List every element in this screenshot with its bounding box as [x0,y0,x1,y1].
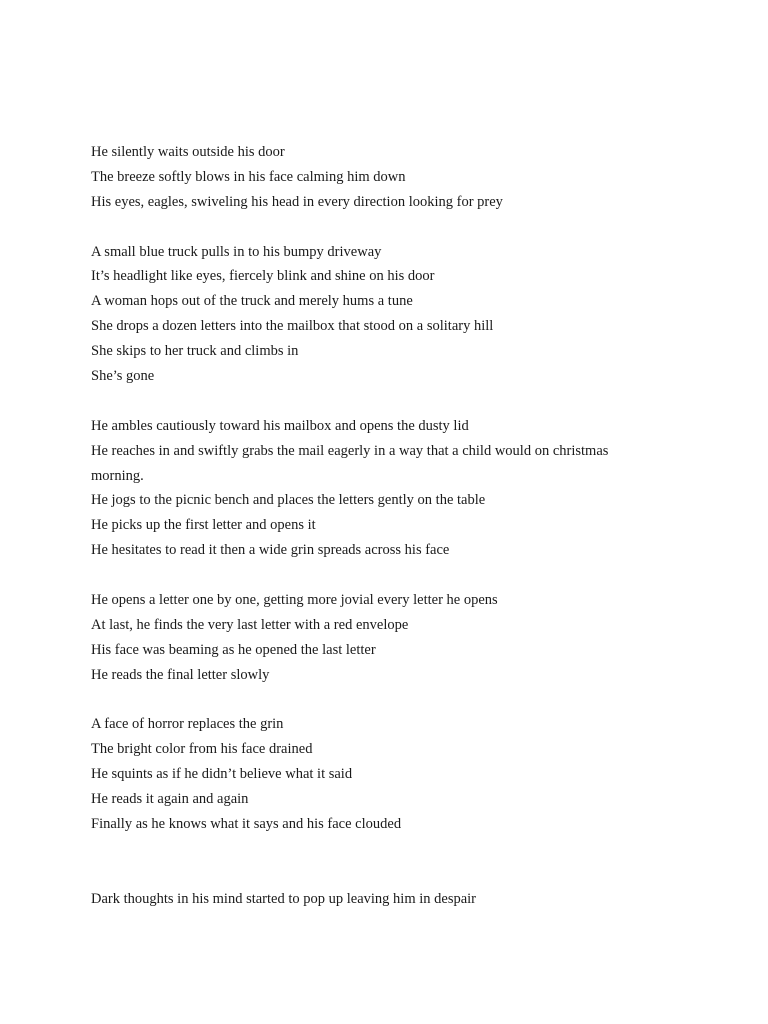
poem-line: He squints as if he didn’t believe what it said [91,766,353,783]
poem-line: He jogs to the picnic bench and places the letters gently on the table [91,492,486,509]
stanza-spacer [91,215,691,240]
poem-line: He opens a letter one by one, getting more jovial every letter he opens [91,592,498,609]
poem-line: He ambles cautiously toward his mailbox and opens the dusty lid [91,417,469,434]
stanza-spacer [91,688,691,713]
poem-line: His eyes, eagles, swiveling his head in every direction looking for prey [91,193,503,210]
stanza-4 [91,588,691,688]
poem-line: He hesitates to read it then a wide grin spreads across his face [91,542,450,559]
poem-line: A woman hops out of the truck and merely hums a tune [91,293,413,310]
poem-line: His face was beaming as he opened the last letter [91,641,376,658]
stanza-6 [91,887,691,912]
poem-line: She’s gone [91,368,155,385]
poem-line: At last, he finds the very last letter with a red envelope [91,616,409,633]
stanza-1 [91,140,691,215]
stanza-2 [91,240,691,389]
stanza-5 [91,712,691,836]
poem-line: Finally as he knows what it says and his face clouded [91,816,402,833]
poem-line: He reads the final letter slowly [91,666,270,683]
poem-line: He reads it again and again [91,791,249,808]
stanza-spacer [91,389,691,414]
poem-line: The breeze softly blows in his face calming him down [91,168,406,185]
poem-line: A face of horror replaces the grin [91,716,284,733]
poem-line: He silently waits outside his door [91,144,285,160]
stanza-3 [91,414,691,563]
poem-line: He picks up the first letter and opens it [91,517,316,534]
stanza-spacer [91,563,691,588]
poem-line: morning. [91,467,144,484]
poem-line: She drops a dozen letters into the mailbox that stood on a solitary hill [91,318,494,335]
poem-line: It’s headlight like eyes, fiercely blink and shine on his door [91,268,435,285]
poem-line: A small blue truck pulls in to his bumpy driveway [91,243,382,260]
poem-body [91,140,691,912]
stanza-spacer [91,837,691,887]
poem-line: Dark thoughts in his mind started to pop up leaving him in despair [91,890,477,907]
poem-line: He reaches in and swiftly grabs the mail eagerly in a way that a child would on christmas [91,442,609,459]
poem-line: She skips to her truck and climbs in [91,343,299,360]
poem-line: The bright color from his face drained [91,741,313,758]
